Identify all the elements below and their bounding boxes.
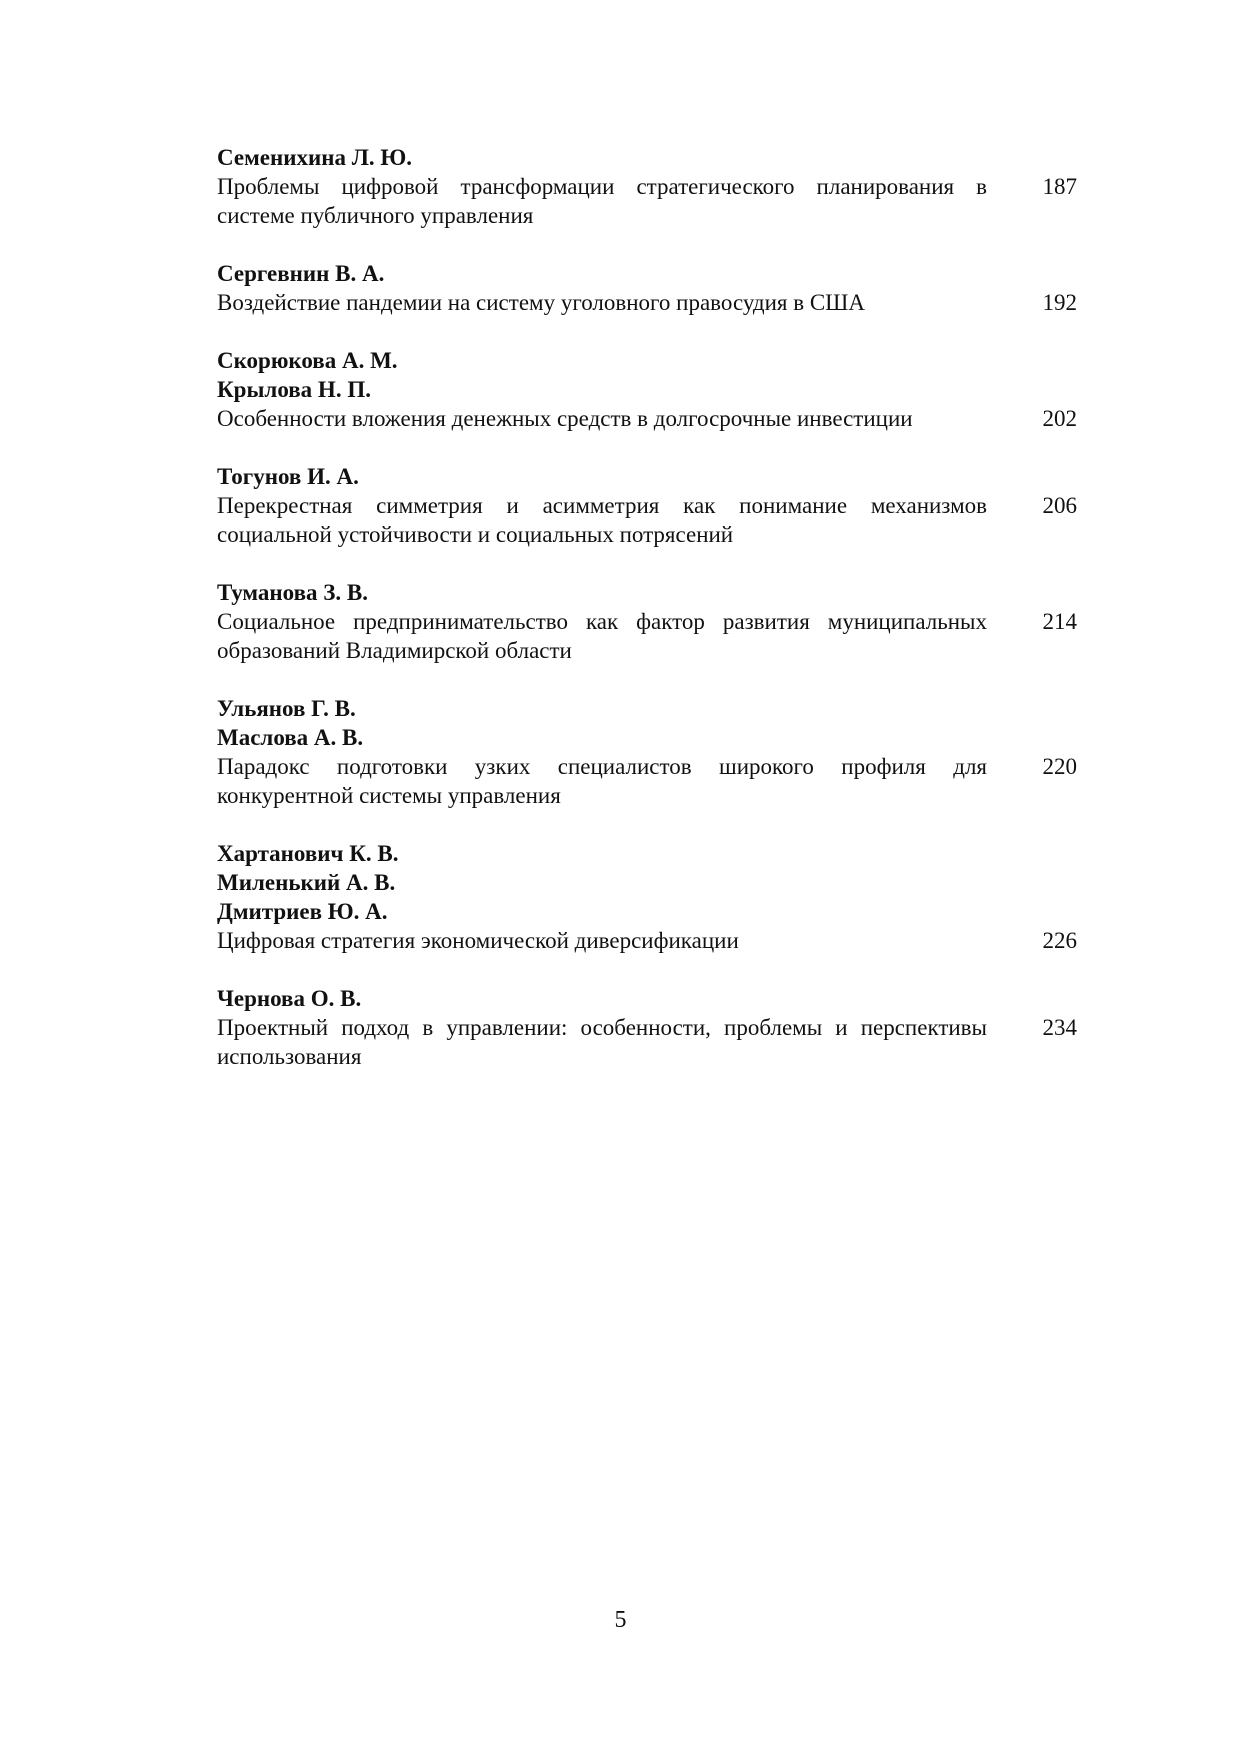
entry-title: Проблемы цифровой трансформации стратегического планирования в системе публичного управления bbox=[217, 174, 987, 228]
entry-title: Воздействие пандемии на систему уголовного правосудия в США bbox=[217, 290, 865, 315]
entry-author: Скорюкова А. М. bbox=[217, 348, 398, 373]
entry-page: 214 bbox=[1042, 609, 1077, 634]
entry-page: 187 bbox=[1042, 174, 1077, 199]
page-number: 5 bbox=[614, 1607, 627, 1633]
toc-entry bbox=[217, 259, 1077, 317]
entry-author: Маслова А. В. bbox=[217, 725, 364, 750]
entry-row bbox=[217, 288, 1077, 317]
toc-entry bbox=[217, 462, 1077, 549]
entry-page: 192 bbox=[1042, 290, 1077, 315]
entry-row bbox=[217, 404, 1077, 433]
entry-row bbox=[217, 491, 1077, 549]
entry-page: 206 bbox=[1042, 493, 1077, 518]
toc-entry bbox=[217, 984, 1077, 1071]
entry-author: Семенихина Л. Ю. bbox=[217, 145, 413, 170]
entry-author: Ульянов Г. В. bbox=[217, 696, 356, 721]
entry-row bbox=[217, 1013, 1077, 1071]
toc-entry bbox=[217, 143, 1077, 230]
entry-title: Цифровая стратегия экономической диверсификации bbox=[217, 928, 739, 953]
entry-row bbox=[217, 752, 1077, 810]
entry-author: Туманова З. В. bbox=[217, 580, 368, 605]
entry-page: 220 bbox=[1042, 754, 1077, 779]
entry-title: Особенности вложения денежных средств в долгосрочные инвестиции bbox=[217, 406, 913, 431]
table-of-contents bbox=[217, 143, 1077, 1100]
entry-row bbox=[217, 172, 1077, 230]
entry-title: Социальное предпринимательство как фактор развития муниципальных образований Владимирской области bbox=[217, 609, 987, 663]
entry-title: Перекрестная симметрия и асимметрия как понимание механизмов социальной устойчивости и социальных потрясений bbox=[217, 493, 987, 547]
entry-row bbox=[217, 926, 1077, 955]
entry-author: Тогунов И. А. bbox=[217, 464, 359, 489]
entry-title: Парадокс подготовки узких специалистов широкого профиля для конкурентной системы управления bbox=[217, 754, 987, 808]
toc-entry bbox=[217, 694, 1077, 810]
entry-row bbox=[217, 607, 1077, 665]
entry-page: 202 bbox=[1042, 406, 1077, 431]
entry-page: 226 bbox=[1042, 928, 1077, 953]
toc-entry bbox=[217, 839, 1077, 955]
toc-entry bbox=[217, 346, 1077, 433]
entry-author: Хартанович К. В. bbox=[217, 841, 399, 866]
toc-entry bbox=[217, 578, 1077, 665]
entry-author: Чернова О. В. bbox=[217, 986, 362, 1011]
entry-author: Крылова Н. П. bbox=[217, 377, 371, 402]
entry-page: 234 bbox=[1042, 1015, 1077, 1040]
entry-author: Миленький А. В. bbox=[217, 870, 396, 895]
entry-title: Проектный подход в управлении: особенности, проблемы и перспективы использования bbox=[217, 1015, 987, 1069]
entry-author: Сергевнин В. А. bbox=[217, 261, 385, 286]
entry-author: Дмитриев Ю. А. bbox=[217, 899, 388, 924]
